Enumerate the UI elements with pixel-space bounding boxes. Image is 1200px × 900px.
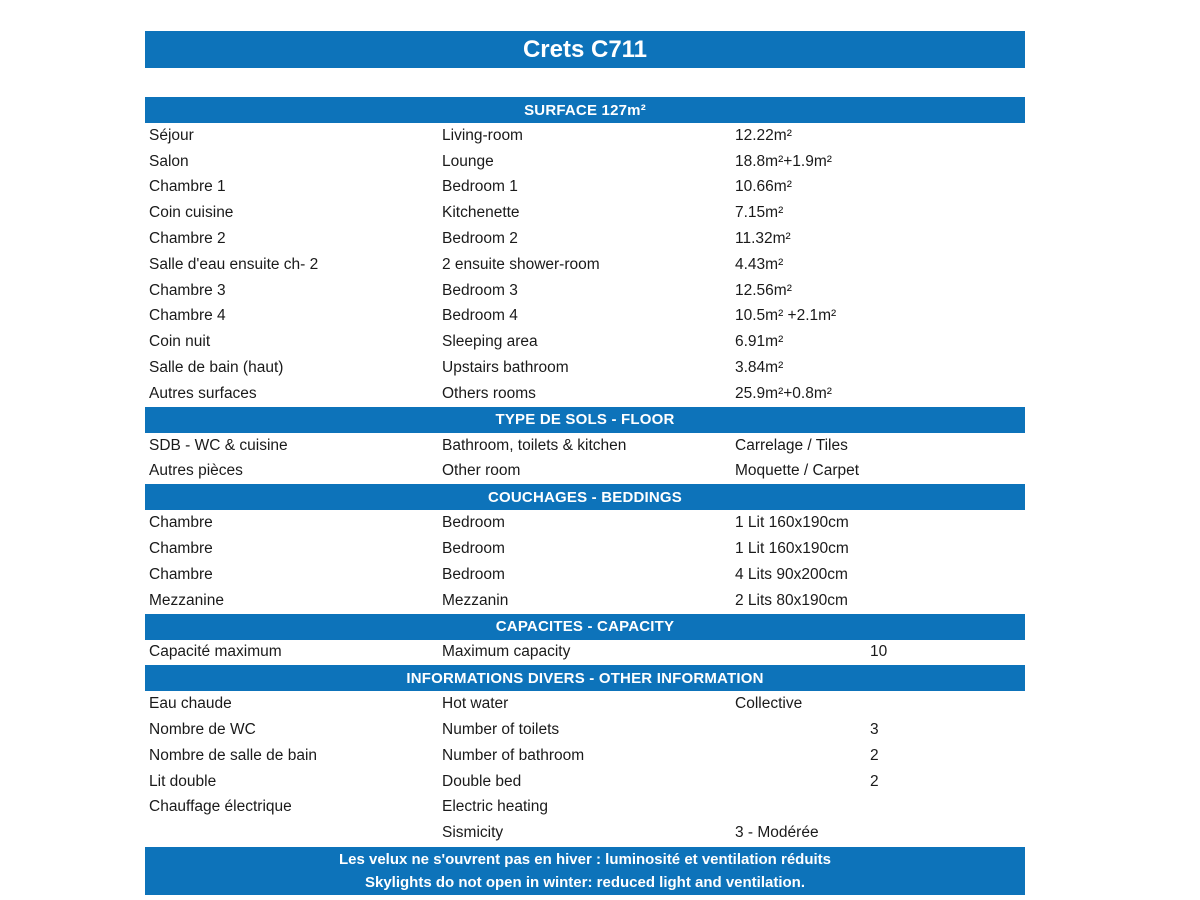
cell-value: 12.22m² bbox=[735, 126, 792, 144]
cell-english: Bedroom bbox=[442, 565, 505, 583]
cell-value: 4.43m² bbox=[735, 255, 784, 273]
section bbox=[145, 97, 1025, 407]
cell-value: 6.91m² bbox=[735, 333, 784, 351]
title-bar bbox=[145, 31, 1025, 68]
cell-french: Séjour bbox=[149, 126, 194, 144]
cell-english: Kitchenette bbox=[442, 204, 520, 222]
table-row bbox=[145, 252, 1025, 278]
table-row bbox=[145, 278, 1025, 304]
cell-english: Bedroom 4 bbox=[442, 307, 518, 325]
cell-french: Eau chaude bbox=[149, 695, 232, 713]
table-row bbox=[145, 588, 1025, 614]
cell-english: Bedroom 1 bbox=[442, 178, 518, 196]
section bbox=[145, 407, 1025, 485]
cell-number: 3 bbox=[870, 721, 879, 739]
cell-value: Moquette / Carpet bbox=[735, 462, 860, 480]
cell-french: Chauffage électrique bbox=[149, 798, 292, 816]
cell-value: 25.9m²+0.8m² bbox=[735, 384, 832, 402]
cell-french: Chambre 3 bbox=[149, 281, 226, 299]
table-row bbox=[145, 640, 1025, 666]
cell-french: SDB - WC & cuisine bbox=[149, 436, 288, 454]
table-row bbox=[145, 510, 1025, 536]
table-row bbox=[145, 717, 1025, 743]
table-row bbox=[145, 536, 1025, 562]
cell-number: 2 bbox=[870, 772, 879, 790]
cell-value: Carrelage / Tiles bbox=[735, 436, 848, 454]
cell-french: Coin nuit bbox=[149, 333, 211, 351]
cell-english: Sismicity bbox=[442, 824, 504, 842]
cell-english: Bathroom, toilets & kitchen bbox=[442, 436, 627, 454]
cell-value: 10.66m² bbox=[735, 178, 792, 196]
cell-french: Lit double bbox=[149, 772, 217, 790]
table-row bbox=[145, 769, 1025, 795]
cell-value: 1 Lit 160x190cm bbox=[735, 540, 849, 558]
table-row bbox=[145, 795, 1025, 821]
cell-french: Chambre 4 bbox=[149, 307, 226, 325]
cell-english: Number of bathroom bbox=[442, 746, 585, 764]
table-row bbox=[145, 304, 1025, 330]
table-row bbox=[145, 149, 1025, 175]
cell-english: Double bed bbox=[442, 772, 522, 790]
section bbox=[145, 614, 1025, 666]
section-header: CAPACITES - CAPACITY bbox=[145, 614, 1025, 640]
sections-container bbox=[145, 97, 1025, 846]
cell-value: 7.15m² bbox=[735, 204, 784, 222]
cell-english: Mezzanin bbox=[442, 591, 509, 609]
cell-english: Bedroom 3 bbox=[442, 281, 518, 299]
table-row bbox=[145, 743, 1025, 769]
cell-french: Chambre bbox=[149, 565, 213, 583]
cell-value: 3 - Modérée bbox=[735, 824, 819, 842]
page-title: Crets C711 bbox=[522, 35, 648, 63]
cell-english: Bedroom bbox=[442, 514, 505, 532]
cell-english: Electric heating bbox=[442, 798, 548, 816]
table-row bbox=[145, 562, 1025, 588]
cell-french: Mezzanine bbox=[149, 591, 224, 609]
cell-value: 4 Lits 90x200cm bbox=[735, 565, 848, 583]
section bbox=[145, 665, 1025, 846]
cell-french: Salle d'eau ensuite ch- 2 bbox=[149, 255, 319, 273]
footer-line-en: Skylights do not open in winter: reduced light and ventilation. bbox=[364, 874, 806, 892]
cell-french: Salon bbox=[149, 152, 189, 170]
footer-line-fr: Les velux ne s'ouvrent pas en hiver : luminosité et ventilation réduits bbox=[338, 851, 832, 869]
section-header: COUCHAGES - BEDDINGS bbox=[145, 484, 1025, 510]
cell-english: Bedroom bbox=[442, 540, 505, 558]
property-sheet bbox=[145, 31, 1025, 895]
cell-value: 10.5m² +2.1m² bbox=[735, 307, 837, 325]
cell-french: Capacité maximum bbox=[149, 643, 282, 661]
table-row bbox=[145, 381, 1025, 407]
cell-french: Coin cuisine bbox=[149, 204, 234, 222]
cell-english: Living-room bbox=[442, 126, 523, 144]
cell-value: 3.84m² bbox=[735, 359, 784, 377]
cell-value: 2 Lits 80x190cm bbox=[735, 591, 848, 609]
cell-french: Chambre 2 bbox=[149, 230, 226, 248]
cell-french: Chambre bbox=[149, 540, 213, 558]
table-row bbox=[145, 820, 1025, 846]
cell-value: 11.32m² bbox=[735, 230, 791, 248]
table-row bbox=[145, 691, 1025, 717]
cell-number: 2 bbox=[870, 746, 879, 764]
cell-value: 12.56m² bbox=[735, 281, 792, 299]
cell-french: Nombre de WC bbox=[149, 721, 256, 739]
cell-value: Collective bbox=[735, 695, 803, 713]
cell-french: Autres surfaces bbox=[149, 384, 257, 402]
cell-english: Maximum capacity bbox=[442, 643, 571, 661]
footer-note bbox=[145, 847, 1025, 895]
table-row bbox=[145, 175, 1025, 201]
table-row bbox=[145, 459, 1025, 485]
table-row bbox=[145, 123, 1025, 149]
section-header: TYPE DE SOLS - FLOOR bbox=[145, 407, 1025, 433]
cell-french: Nombre de salle de bain bbox=[149, 746, 318, 764]
table-row bbox=[145, 200, 1025, 226]
cell-english: Sleeping area bbox=[442, 333, 538, 351]
cell-english: Lounge bbox=[442, 152, 494, 170]
section bbox=[145, 484, 1025, 613]
cell-value: 1 Lit 160x190cm bbox=[735, 514, 849, 532]
cell-french: Chambre 1 bbox=[149, 178, 226, 196]
cell-french: Chambre bbox=[149, 514, 213, 532]
cell-french: Salle de bain (haut) bbox=[149, 359, 284, 377]
cell-english: Number of toilets bbox=[442, 721, 560, 739]
table-row bbox=[145, 355, 1025, 381]
cell-english: Hot water bbox=[442, 695, 509, 713]
cell-english: Others rooms bbox=[442, 384, 536, 402]
table-row bbox=[145, 226, 1025, 252]
cell-french: Autres pièces bbox=[149, 462, 243, 480]
cell-english: Upstairs bathroom bbox=[442, 359, 569, 377]
table-row bbox=[145, 433, 1025, 459]
section-header: INFORMATIONS DIVERS - OTHER INFORMATION bbox=[145, 665, 1025, 691]
cell-value: 18.8m²+1.9m² bbox=[735, 152, 832, 170]
cell-number: 10 bbox=[870, 643, 888, 661]
table-row bbox=[145, 329, 1025, 355]
section-header: SURFACE 127m² bbox=[145, 97, 1025, 123]
cell-english: Bedroom 2 bbox=[442, 230, 518, 248]
cell-english: 2 ensuite shower-room bbox=[442, 255, 600, 273]
cell-english: Other room bbox=[442, 462, 521, 480]
